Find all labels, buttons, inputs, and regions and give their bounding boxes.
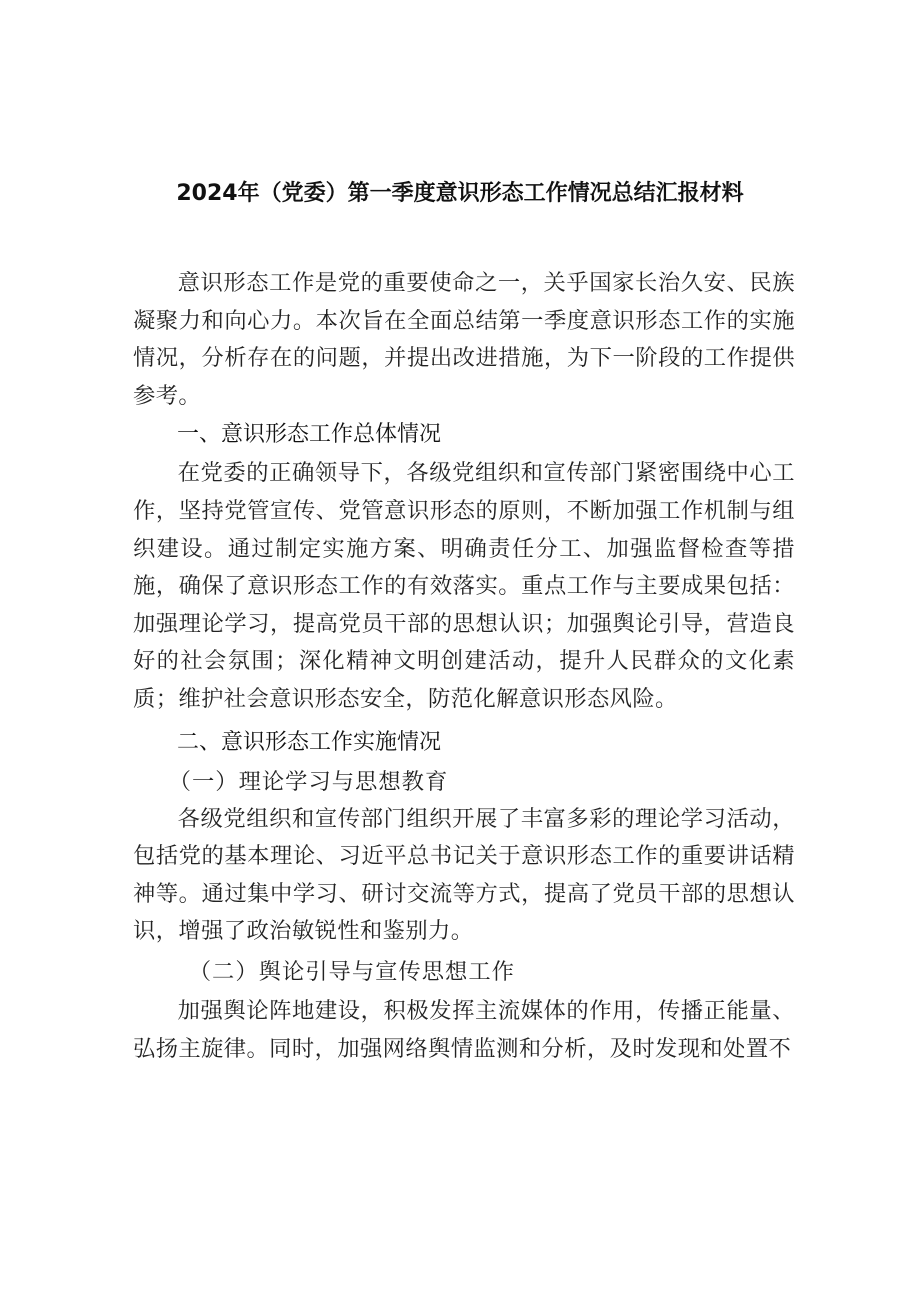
subsection-2-1-paragraph: 各级党组织和宣传部门组织开展了丰富多彩的理论学习活动，包括党的基本理论、习近平总书记关于意识形态工作的重要讲话精神等。通过集中学习、研讨交流等方式，提高了党员干部的思想认识，增强了政治敏锐性和鉴别力。 bbox=[133, 805, 795, 945]
section-heading-2: 二、意识形态工作实施情况 bbox=[177, 729, 442, 755]
document-body bbox=[133, 265, 795, 1068]
section-1-paragraph: 在党委的正确领导下，各级党组织和宣传部门紧密围绕中心工作，坚持党管宣传、党管意识形态的原则，不断加强工作机制与组织建设。通过制定实施方案、明确责任分工、加强监督检查等措施，确保了意识形态工作的有效落实。重点工作与主要成果包括：加强理论学习，提高党员干部的思想认识；加强舆论引导，营造良好的社会氛围；深化精神文明创建活动，提升人民群众的文化素质；维护社会意识形态安全，防范化解意识形态风险。 bbox=[133, 460, 795, 712]
subsection-heading-2-2: （二）舆论引导与宣传思想工作 bbox=[188, 958, 515, 985]
subsection-heading-2-1: （一）理论学习与思想教育 bbox=[168, 768, 449, 795]
subsection-2-2-paragraph: 加强舆论阵地建设，积极发挥主流媒体的作用，传播正能量、弘扬主旋律。同时，加强网络舆情监测和分析，及时发现和处置不 bbox=[133, 997, 795, 1062]
document-title: 2024年（党委）第一季度意识形态工作情况总结汇报材料 bbox=[176, 181, 744, 206]
intro-paragraph: 意识形态工作是党的重要使命之一，关乎国家长治久安、民族凝聚力和向心力。本次旨在全面总结第一季度意识形态工作的实施情况，分析存在的问题，并提出改进措施，为下一阶段的工作提供参考。 bbox=[133, 270, 795, 409]
section-heading-1: 一、意识形态工作总体情况 bbox=[177, 422, 442, 448]
